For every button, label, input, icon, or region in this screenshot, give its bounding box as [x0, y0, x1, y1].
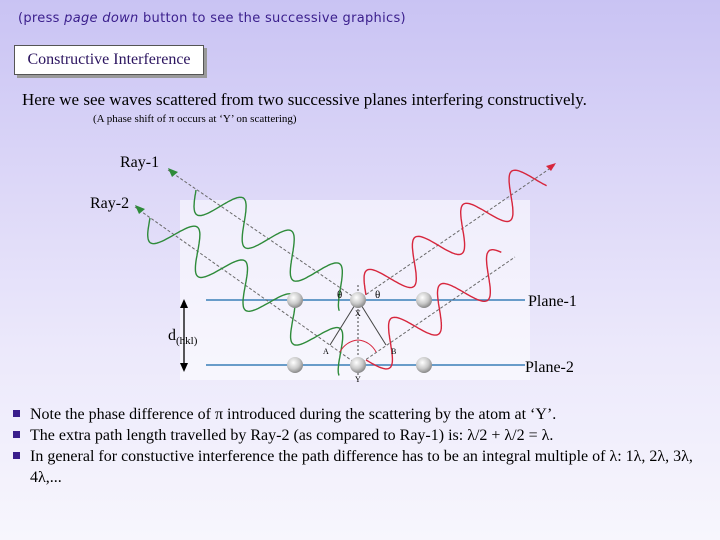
bullet-text: Note the phase difference of π introduced during the scattering by the atom at ‘Y’.	[30, 406, 557, 423]
list-item	[10, 425, 710, 446]
atom	[416, 292, 432, 308]
theta-label-right: θ	[375, 289, 381, 301]
hint-prefix: (press	[18, 11, 65, 26]
list-item	[10, 404, 710, 425]
theta-label-left: θ	[337, 289, 343, 301]
explanation-list	[10, 404, 710, 488]
bullet-marker-icon	[13, 452, 20, 459]
d-spacing-symbol: d	[168, 327, 176, 344]
list-item	[10, 446, 710, 488]
diagram-panel	[180, 200, 530, 380]
ray-1-label: Ray-1	[120, 154, 160, 171]
hint-emphasis: page down	[64, 11, 139, 26]
atom	[287, 292, 303, 308]
ray-2-label: Ray-2	[90, 195, 130, 212]
bullet-marker-icon	[13, 410, 20, 417]
point-y-label: Y	[355, 375, 361, 384]
phase-shift-note: (A phase shift of π occurs at ‘Y’ on scattering)	[93, 113, 297, 125]
bullet-text: In general for constuctive interference the path difference has to be an integral multiple of λ: 1λ, 2λ, 3λ, 4λ,...	[30, 448, 693, 486]
point-x-label: X	[355, 309, 361, 318]
bullet-marker-icon	[13, 431, 20, 438]
hint-suffix: button to see the successive graphics)	[138, 11, 406, 26]
slide-title: Constructive Interference	[14, 45, 204, 75]
atom	[350, 292, 366, 308]
atom	[416, 357, 432, 373]
ray-1-out-arrowhead	[546, 163, 556, 171]
intro-text: Here we see waves scattered from two successive planes interfering constructively.	[22, 90, 587, 109]
bullet-text: The extra path length travelled by Ray-2 (as compared to Ray-1) is: λ/2 + λ/2 = λ.	[30, 427, 554, 444]
point-b-label: B	[391, 347, 397, 356]
d-spacing-subscript: (hkl)	[176, 335, 198, 347]
plane-1-label: Plane-1	[528, 293, 577, 310]
plane-2-label: Plane-2	[525, 359, 574, 376]
atom	[350, 357, 366, 373]
atom	[287, 357, 303, 373]
point-a-label: A	[323, 347, 329, 356]
